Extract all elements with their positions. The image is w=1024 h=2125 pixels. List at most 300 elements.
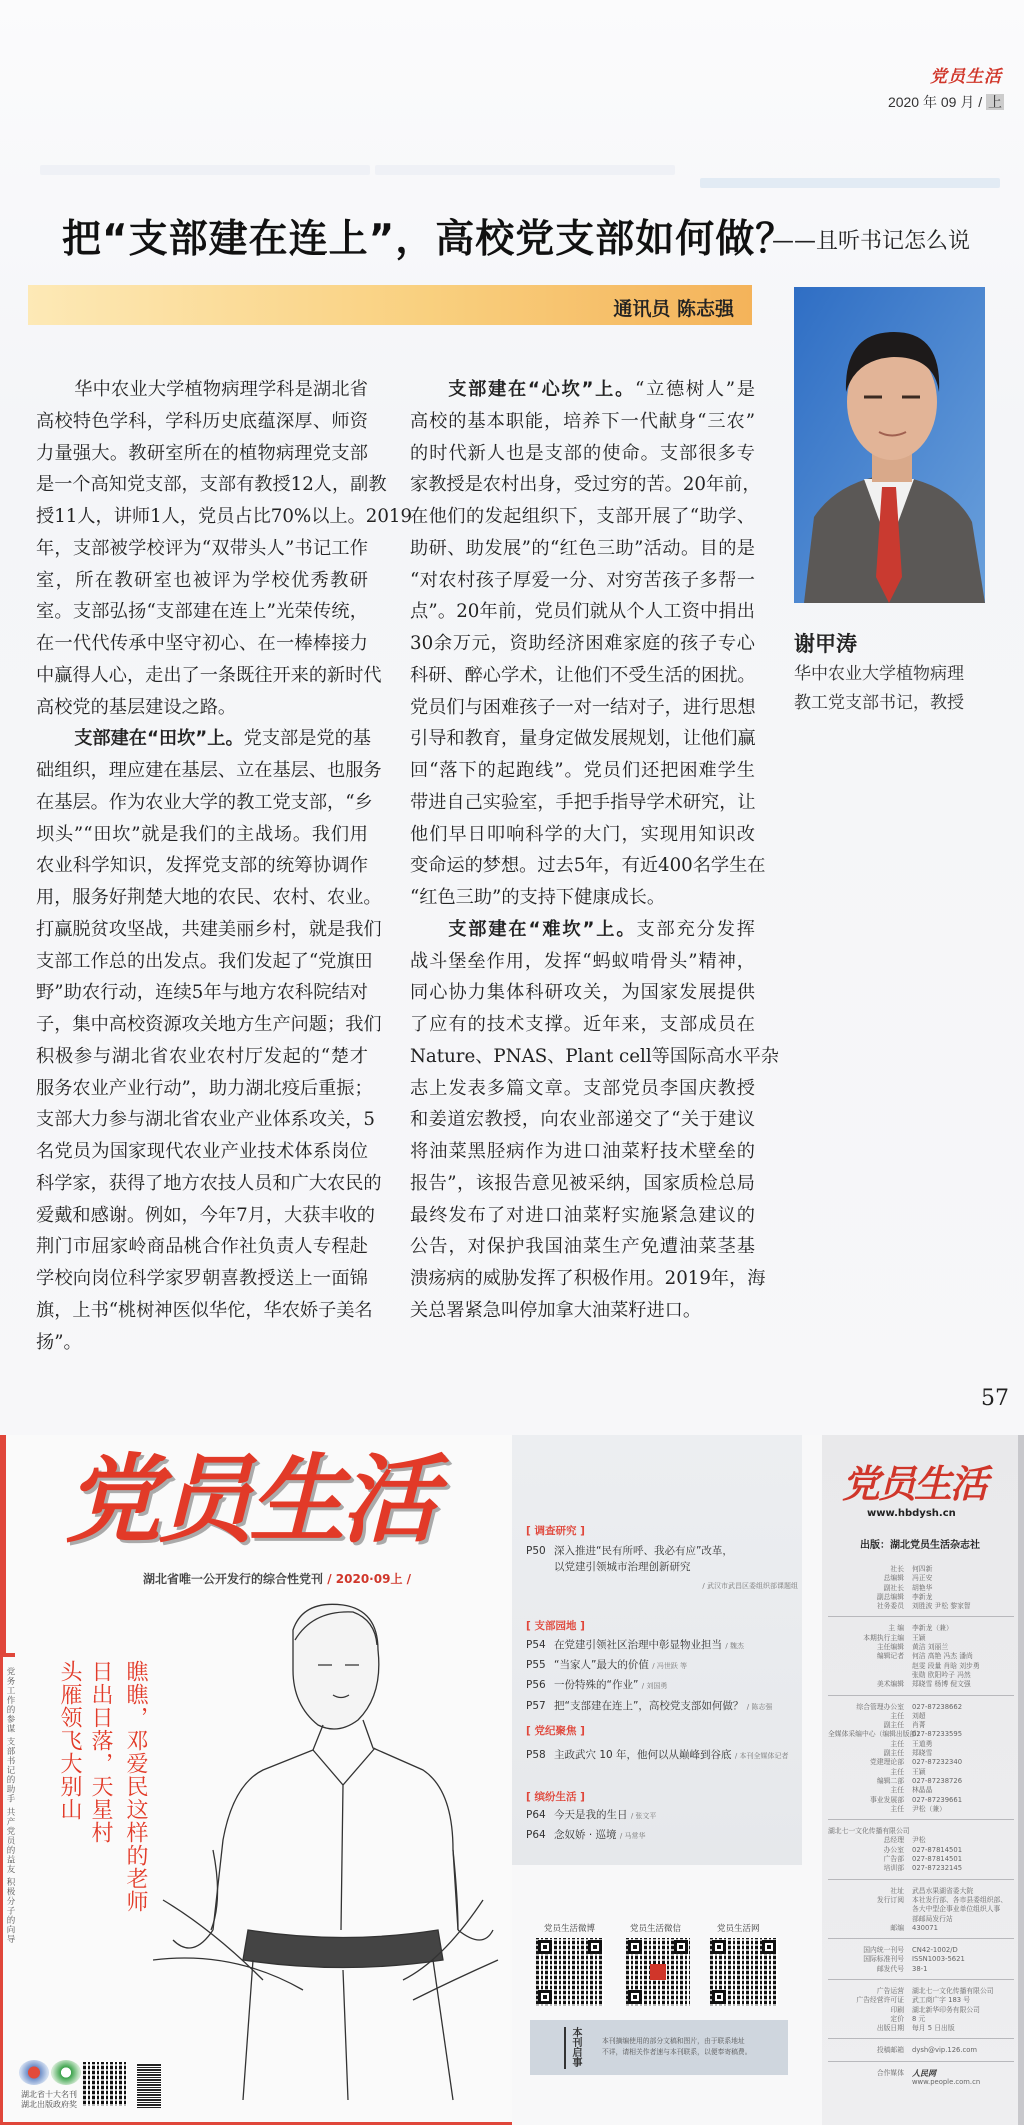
staff-label: 副主任 (883, 1749, 904, 1758)
staff-row (828, 1805, 1014, 1814)
line-text: 名党员为国家现代农业产业技术体系岗位 (36, 1141, 368, 1162)
staff-value: CN42-1002/D (912, 1946, 958, 1955)
text-line (36, 787, 373, 819)
staff-row (828, 1996, 1014, 2005)
byline-band (28, 285, 752, 325)
cover-headline[interactable]: 瞧瞧，邓爱民这样的老师 (123, 1660, 148, 1913)
text-line (36, 755, 382, 787)
toc-author: / 陈志强 (746, 1703, 773, 1711)
toc-section-title: [ 调查研究 ] (526, 1525, 585, 1537)
staff-label: 主任编辑 (876, 1643, 904, 1652)
magazine-logo: 党员生活 (930, 67, 1002, 87)
staff-row (828, 1915, 1014, 1924)
line-text: “立德树人”是 (635, 379, 756, 400)
staff-label: 印刷 (890, 2005, 904, 2014)
staff-value: 027-87814501 (912, 1845, 963, 1854)
line-text: 公告，对保护我国油菜生产免遭油菜茎基 (410, 1236, 755, 1258)
staff-label: 美术编辑 (876, 1680, 904, 1689)
cover-red-tick (3, 1653, 15, 1657)
line-text: 家教授是农村出身，受过穷的苦。20年前， (410, 474, 761, 496)
toc-entry[interactable] (526, 1698, 772, 1713)
staff-label: 社务委员 (876, 1602, 904, 1611)
staff-label: 培训部 (883, 1864, 904, 1873)
staff-row (828, 1593, 1014, 1602)
text-line (410, 819, 755, 851)
staff-label: 国内统一刊号 (863, 1946, 904, 1955)
line-text: 高校特色学科，学科历史底蕴深厚、师资 (36, 410, 368, 432)
profile-desc-line: 教工党支部书记，教授 (794, 693, 964, 713)
text-line (410, 406, 755, 438)
staff-group (828, 2043, 1014, 2061)
staff-value: 湖北新华印务有限公司 (912, 2005, 980, 2014)
toc-page: P54 (526, 1639, 546, 1651)
staff-row (828, 1836, 1014, 1845)
text-line (36, 1327, 368, 1359)
line-text: 引导和教育，量身定做发展规划，让他们赢 (410, 728, 756, 750)
text-line (410, 723, 755, 755)
notice-line: 不详，请相关作者速与本刊联系，以便奉寄稿费。 (602, 2048, 752, 2056)
text-line (410, 1231, 755, 1263)
line-text: 科学家，获得了地方农技人员和广大农民的 (36, 1172, 382, 1194)
line-text: 在他们的发起组织下，支部开展了“助学、 (410, 506, 755, 527)
staff-row (828, 1796, 1014, 1805)
staff-label: 国际标准刊号 (863, 1955, 904, 1964)
staff-row (828, 1786, 1014, 1795)
staff-row (828, 1652, 1014, 1661)
staff-group (828, 1943, 1014, 1980)
line-text: 是一个高知党支部，支部有教授12人，副教 (36, 474, 387, 496)
page-edge (1018, 1435, 1024, 2125)
staff-value: 各大中型企事业单位组织人事 (912, 1905, 1001, 1914)
staff-label (828, 1915, 912, 1924)
text-line (410, 628, 755, 660)
staff-label: 定价 (890, 2014, 904, 2023)
staff-label: 办公室 (883, 1845, 904, 1854)
staff-label: 主任 (890, 1767, 904, 1776)
staff-value: 郑晓雪 杨博 倪文强 (912, 1680, 971, 1689)
text-line (36, 692, 368, 724)
line-text: 打赢脱贫攻坚战，共建美丽乡村，就是我们 (36, 918, 382, 940)
staff-row (828, 1846, 1014, 1855)
staff-value: 8 元 (912, 2014, 926, 2023)
table-of-contents (512, 1435, 822, 2125)
line-text: 将油菜黑胫病作为进口油菜籽技术壁垒的 (410, 1141, 755, 1162)
toc-title: 今天是我的生日 (554, 1809, 628, 1821)
staff-group (828, 1984, 1014, 2039)
paragraph-lead: 支部建在“难坎”上。 (448, 918, 637, 940)
text-line (36, 596, 368, 628)
line-text: 了应有的技术支撑。近年来，支部成员在 (410, 1014, 755, 1035)
cover-red-rule (3, 1435, 6, 1655)
staff-label: 社长 (890, 1565, 904, 1573)
staff-row (828, 2006, 1014, 2015)
print-through (700, 178, 1000, 188)
text-line (36, 1200, 375, 1232)
staff-value: 郑晓雪 (912, 1749, 933, 1758)
text-line (410, 533, 755, 565)
line-text: 在一代代传承中坚守初心、在一棒棒接力 (36, 633, 368, 654)
staff-label: 合作媒体 (876, 2068, 904, 2077)
staff-value: 黄洁 刘丽兰 (912, 1643, 949, 1652)
staff-value: 430071 (912, 1923, 938, 1932)
qr-label: 党员生活微信 (630, 1924, 682, 1934)
toc-title: 在党建引领社区治理中彰显物业担当 (554, 1639, 722, 1651)
text-line (410, 1009, 755, 1041)
staff-label: 主任 (890, 1786, 904, 1795)
masthead-url[interactable]: www.hbdysh.cn (867, 1508, 956, 1519)
toc-title: 念奴娇 · 巡境 (554, 1829, 617, 1841)
text-line (36, 946, 373, 978)
staff-value: ISSN1003-5621 (912, 1955, 965, 1964)
staff-label: 邮编 (890, 1923, 904, 1932)
toc-author: / 张文平 (630, 1812, 657, 1820)
line-text: 回“落下的起跑线”。党员们还把困难学生 (410, 760, 755, 781)
profile-desc-line: 华中农业大学植物病理 (794, 664, 964, 684)
cover-logo: 党员生活 (65, 1443, 433, 1556)
staff-value: 027-87814501 (912, 1855, 963, 1864)
toc-title: 主政武穴 10 年，他何以从巅峰到谷底 (554, 1749, 732, 1761)
toc-entry[interactable] (526, 1637, 744, 1652)
text-line (410, 565, 755, 597)
cover-illustration (153, 1600, 503, 2120)
staff-label: 投稿邮箱 (876, 2046, 904, 2055)
line-text: 助研、助发展”的“红色三助”活动。目的是 (410, 537, 755, 559)
staff-value[interactable]: www.people.com.cn (912, 2078, 981, 2087)
staff-value: 027-87233595 (912, 1730, 963, 1739)
line-text: 支部大力参与湖北省农业产业体系攻关，5 (36, 1109, 375, 1131)
line-text: 点”。20年前，党员们就从个人工资中捐出 (410, 601, 755, 623)
line-text: “红色三助”的支持下健康成长。 (410, 887, 666, 908)
staff-label (828, 1671, 912, 1680)
text-line (410, 946, 755, 978)
staff-group (828, 1621, 1014, 1695)
staff-label: 广告运营 (876, 1986, 904, 1995)
staff-row (828, 1768, 1014, 1777)
line-text: 志上发表多篇文章。支部党员李国庆教授 (410, 1077, 755, 1099)
staff-value: 38-1 (912, 1964, 928, 1973)
text-line (36, 1104, 375, 1136)
staff-label: 副社长 (883, 1583, 904, 1592)
text-line (410, 1168, 755, 1200)
staff-value: 027-87232145 (912, 1864, 963, 1873)
staff-value: 李新龙 (912, 1592, 933, 1601)
staff-group (828, 1824, 1014, 1879)
staff-label (828, 2078, 912, 2087)
masthead (822, 1435, 1018, 2125)
staff-row (828, 1946, 1014, 1955)
staff-label: 副主任 (883, 1721, 904, 1730)
line-text: 30余万元，资助经济困难家庭的孩子专心 (410, 633, 755, 654)
staff-row (828, 2069, 1014, 2078)
staff-label: 总编辑 (883, 1574, 904, 1583)
staff-value: 林晶晶 (912, 1786, 933, 1795)
staff-value: 王道勇 (912, 1739, 933, 1748)
slash-icon: / (406, 1572, 412, 1586)
staff-row (828, 1955, 1014, 1964)
staff-value: 027-87238726 (912, 1776, 963, 1785)
toc-entry[interactable] (526, 1827, 645, 1842)
line-text: 党支部是党的基 (243, 728, 371, 750)
staff-row (828, 1703, 1014, 1712)
toc-page: P64 (526, 1809, 546, 1821)
cover-issue: 2020·09上 (335, 1572, 403, 1586)
line-text: 在基层。作为农业大学的教工党支部，“乡 (36, 791, 373, 813)
text-line (36, 723, 371, 755)
byline: 通讯员 陈志强 (613, 298, 734, 320)
line-text: 室。支部弘扬“支部建在连上”光荣传统， (36, 601, 368, 623)
staff-row (828, 1896, 1014, 1905)
line-text: 农业科学知识，发挥党支部的统筹协调作 (36, 855, 368, 877)
staff-row (828, 1680, 1014, 1689)
toc-author: / 刘国勇 (641, 1682, 668, 1690)
paragraph-lead: 支部建在“心坎”上。 (448, 379, 636, 400)
text-line (410, 850, 766, 882)
staff-row (828, 1671, 1014, 1680)
text-line (36, 501, 413, 533)
toc-title: “当家人”最大的价值 (554, 1659, 649, 1671)
toc-author: / 本刊全媒体记者 (734, 1752, 789, 1760)
staff-label: 总经理 (883, 1836, 904, 1845)
line-text: 荆门市屈家岭商品桃合作社负责人专程赴 (36, 1236, 368, 1258)
line-text: 爱戴和感谢。例如，今年7月，大获丰收的 (36, 1204, 375, 1226)
text-line (36, 438, 368, 470)
line-text: 他们早日叩响科学的大门，实现用知识改 (410, 823, 755, 845)
staff-value: 肖菁 (912, 1721, 926, 1730)
badge-caption: 湖北出版政府奖 (21, 2100, 77, 2109)
print-through (375, 165, 675, 175)
staff-value: 李新龙（兼） (912, 1624, 953, 1633)
line-text: Nature、PNAS、Plant cell等国际高水平杂 (410, 1045, 779, 1067)
award-badge-icon (19, 2060, 49, 2085)
staff-row (828, 1777, 1014, 1786)
toc-entry[interactable] (526, 1657, 687, 1672)
text-line (410, 977, 755, 1009)
text-line (410, 692, 755, 724)
staff-value: 027-87232340 (912, 1758, 963, 1767)
staff-value: 武工商广字 183 号 (912, 1996, 971, 2005)
line-text: 溃疡病的威胁发挥了积极作用。2019年，海 (410, 1268, 766, 1289)
staff-label: 邮发代号 (876, 1964, 904, 1973)
text-line (410, 787, 755, 819)
staff-value[interactable]: dysh@vip.126.com (912, 2046, 978, 2055)
text-line (36, 1168, 382, 1200)
cover-tagline (143, 1570, 411, 1587)
profile-description (794, 660, 964, 718)
text-line (36, 977, 368, 1009)
staff-value (918, 1827, 1014, 1836)
text-line (36, 882, 382, 914)
line-text: 坝头”“田坎”就是我们的主战场。我们用 (36, 823, 368, 845)
print-through (40, 165, 370, 175)
paragraph-lead: 支部建在“田坎”上。 (74, 728, 244, 750)
staff-label: 社址 (890, 1886, 904, 1895)
toc-page: P55 (526, 1659, 546, 1671)
line-text: 授11人，讲师1人，党员占比70%以上。2019 (36, 506, 413, 527)
toc-author: / 马常华 (619, 1832, 646, 1840)
staff-row (828, 1643, 1014, 1652)
staff-group (828, 1700, 1014, 1821)
text-line (36, 469, 387, 501)
toc-author: / 冯世跃 等 (652, 1662, 688, 1670)
text-line (36, 1009, 382, 1041)
staff-label: 编辑二部 (876, 1776, 904, 1785)
article-column-left (36, 374, 413, 1358)
toc-page: P56 (526, 1679, 546, 1691)
cover-headline[interactable]: 日出日落，天星村 (88, 1660, 113, 1844)
badge-captions (21, 2090, 77, 2110)
line-text: 中赢得人心，走出了一条既往开来的新时代 (36, 664, 382, 686)
staff-label: 党建理论部 (870, 1758, 904, 1767)
toc-entry[interactable] (526, 1807, 656, 1822)
text-line (410, 374, 755, 406)
toc-page: P50 (526, 1545, 546, 1557)
logo-stamp-icon (650, 1964, 666, 1980)
staff-label: 事业发展部 (870, 1795, 904, 1804)
slash-icon: / (327, 1572, 332, 1586)
staff-label: 广告经营许可证 (856, 1996, 904, 2005)
text-line (410, 1104, 755, 1136)
staff-value: 胡艳华 (912, 1583, 933, 1592)
toc-page: P64 (526, 1829, 546, 1841)
staff-value: 何四新 (912, 1565, 933, 1573)
line-text: 高校党的基层建设之路。 (36, 696, 237, 718)
portrait-photo (794, 287, 985, 603)
text-line (410, 501, 755, 533)
line-text: 华中农业大学植物病理学科是湖北省 (74, 379, 368, 400)
staff-row (828, 1758, 1014, 1767)
text-line (410, 914, 755, 946)
text-line (410, 660, 755, 692)
staff-label: 主任 (890, 1739, 904, 1748)
barcode-icon (137, 2063, 161, 2108)
weibo-qr-code[interactable] (536, 1938, 604, 2006)
line-text: 野”助农行动，连续5年与地方农科院结对 (36, 982, 368, 1004)
text-line (410, 1263, 766, 1295)
staff-row (828, 1624, 1014, 1633)
staff-label: 主 编 (888, 1624, 904, 1633)
staff-row (828, 1855, 1014, 1864)
staff-row (828, 1574, 1014, 1583)
line-text: 报告”，该报告意见被采纳，国家质检总局 (410, 1172, 755, 1194)
line-text: 的时代新人也是支部的使命。支部很多专 (410, 442, 755, 464)
text-line (36, 914, 382, 946)
staff-row (828, 1864, 1014, 1873)
staff-row (828, 1740, 1014, 1749)
profile-name: 谢甲涛 (794, 632, 857, 656)
staff-value: 027-87239661 (912, 1795, 963, 1804)
staff-label: 发行订阅 (876, 1895, 904, 1904)
toc-entry[interactable] (526, 1677, 667, 1692)
staff-label: 综合管理办公室 (856, 1702, 904, 1711)
staff-row (828, 1987, 1014, 1996)
line-text: 变命运的梦想。过去5年，有近400名学生在 (410, 855, 766, 877)
portrait-image (794, 287, 985, 603)
text-line (36, 1041, 368, 1073)
staff-value: 每月 5 日出版 (912, 2024, 955, 2033)
staff-label: 编辑记者 (876, 1652, 904, 1661)
staff-value: 刘超 (912, 1711, 926, 1720)
text-line (410, 596, 755, 628)
article-column-right (410, 374, 779, 1327)
staff-value: 本社发行部、各市县委组织部、 (912, 1895, 1008, 1904)
qr-code-icon[interactable] (83, 2062, 127, 2106)
staff-value: 张勋 欧阳吟子 冯然 (912, 1670, 971, 1679)
text-line (410, 1073, 755, 1105)
text-line (36, 406, 368, 438)
line-text: 年，支部被学校评为“双带头人”书记工作 (36, 537, 368, 559)
staff-row (828, 1965, 1014, 1974)
staff-row (828, 1602, 1014, 1611)
staff-label: 广告部 (883, 1855, 904, 1864)
badge-caption: 湖北省十大名刊 (21, 2090, 77, 2099)
award-badge-icon (51, 2060, 81, 2085)
line-text: 最终发布了对进口油菜籽实施紧急建议的 (410, 1204, 755, 1226)
line-text: 子，集中高校资源攻关地方生产问题；我们 (36, 1014, 382, 1035)
toc-entry[interactable] (526, 1543, 733, 1558)
notice-text (602, 2036, 752, 2058)
notice-title: 本刊启事 (564, 2027, 583, 2069)
staff-row (828, 1634, 1014, 1643)
qr-label: 党员生活网 (717, 1924, 760, 1934)
staff-row (828, 1924, 1014, 1933)
toc-page: P58 (526, 1749, 546, 1761)
wechat-qr-code[interactable] (626, 1938, 690, 2006)
line-text: 战斗堡垒作用，发挥“蚂蚁啃骨头”精神， (410, 950, 755, 972)
notice-line: 本刊摘编使用的部分文稿和图片，由于联系地址 (602, 2037, 745, 2045)
staff-group (828, 2066, 1014, 2093)
staff-value: 武昌水果湖省委大院 (912, 1886, 974, 1895)
text-line (36, 565, 368, 597)
staff-label (828, 1905, 912, 1914)
text-line (36, 1231, 368, 1263)
line-text: 和姜道宏教授，向农业部递交了“关于建议 (410, 1109, 755, 1131)
staff-value: 赵雯 段量 肖晗 刘步勇 (912, 1661, 980, 1670)
cover-headline[interactable]: 头雁领飞大别山 (57, 1660, 82, 1821)
staff-value: 人民网 (912, 2068, 936, 2078)
staff-value: 湖北七一文化传播有限公司 (912, 1986, 994, 1995)
staff-value: 部邮局发行站 (912, 1914, 953, 1923)
staff-row (828, 1662, 1014, 1671)
toc-entry[interactable] (526, 1747, 788, 1762)
staff-group (828, 1562, 1014, 1617)
toc-section-title: [ 支部园地 ] (526, 1620, 585, 1632)
line-text: 室，所在教研室也被评为学校优秀教研 (36, 569, 368, 591)
line-text: 带进自己实验室，手把手指导学术研究，让 (410, 791, 756, 813)
line-text: 积极参与湖北省农业农村厅发起的“楚才 (36, 1045, 368, 1067)
tagline-text: 湖北省唯一公开发行的综合性党刊 (143, 1572, 324, 1586)
staff-row (828, 2078, 1014, 2087)
text-line (36, 819, 368, 851)
text-line (36, 1263, 368, 1295)
toc-entry-continued[interactable]: 以党建引领城市治理创新研究 (554, 1561, 691, 1573)
staff-label: 副总编辑 (876, 1592, 904, 1601)
staff-row (828, 2046, 1014, 2055)
text-line (36, 1136, 368, 1168)
line-text: 科研、醉心学术，让他们不受生活的困扰。 (410, 664, 756, 686)
masthead-staff-list (828, 1562, 1014, 2096)
line-text: 高校的基本职能，培养下一代献身“三农” (410, 410, 755, 432)
article-title: 把“支部建在连上”，高校党支部如何做？ (62, 217, 796, 262)
website-qr-code[interactable] (710, 1938, 778, 2006)
text-line (36, 533, 368, 565)
text-line (36, 374, 368, 406)
staff-value: 尹松 (912, 1836, 926, 1845)
staff-label: 主任 (890, 1804, 904, 1813)
text-line (36, 628, 368, 660)
staff-value: 王颖 (912, 1767, 926, 1776)
line-text: 础组织，理应建在基层、立在基层、也服务 (36, 760, 382, 781)
line-text: 学校向岗位科学家罗朝喜教授送上一面锦 (36, 1268, 368, 1289)
